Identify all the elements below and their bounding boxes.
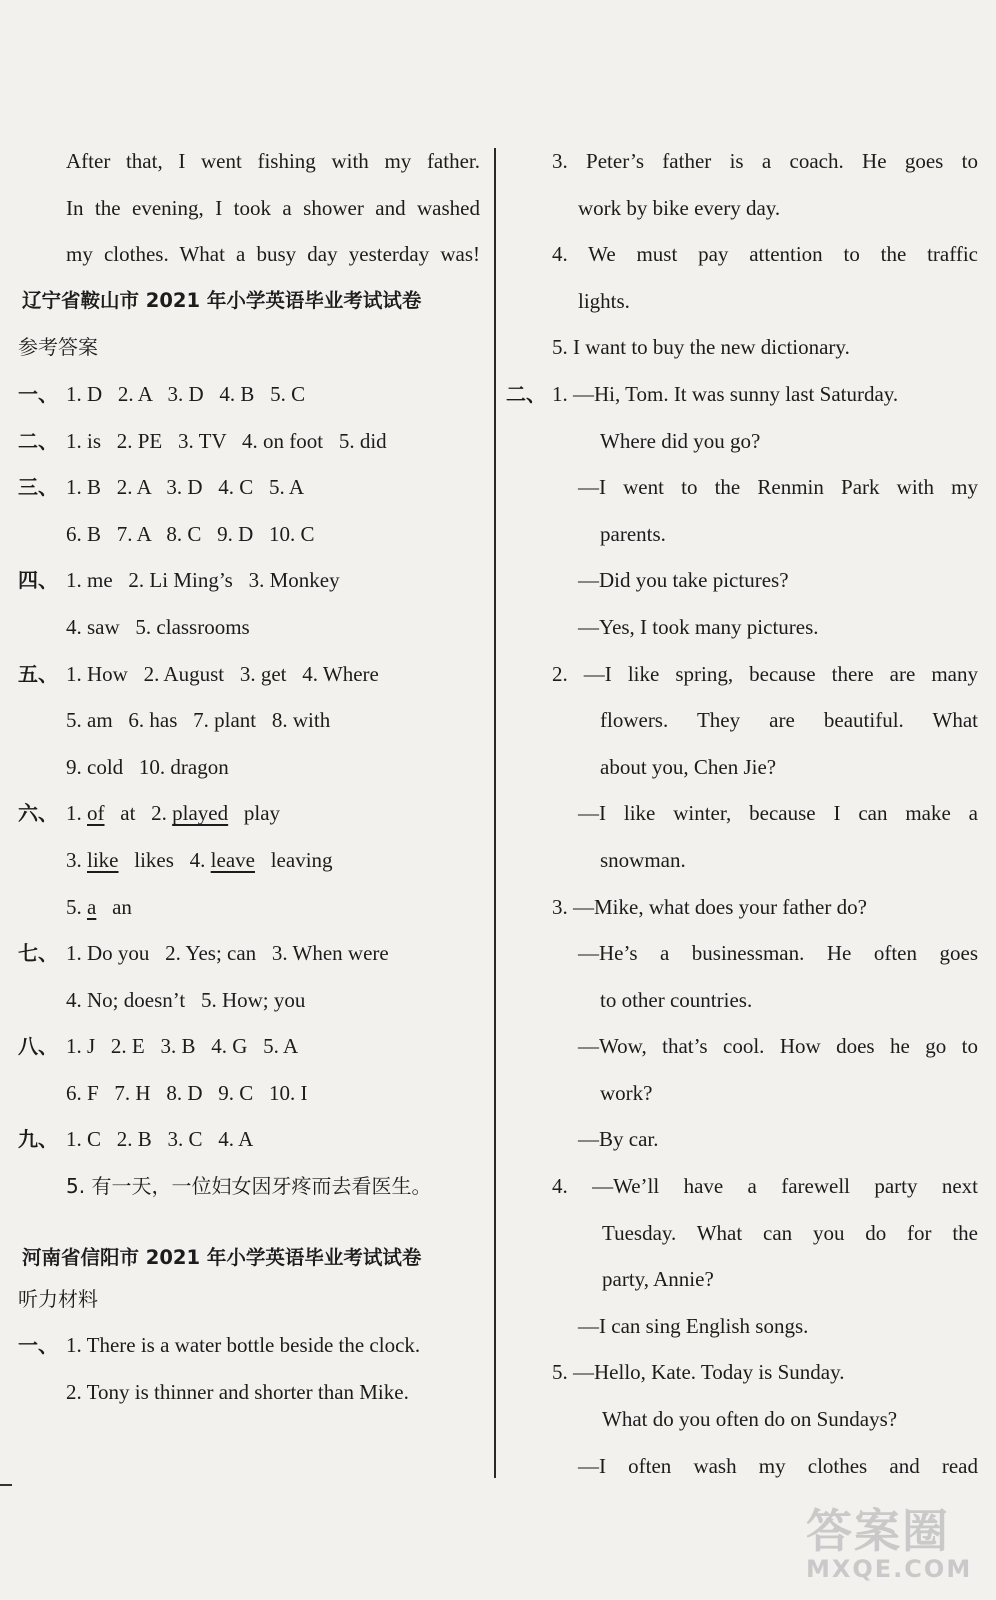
listening-text: 5. —Hello, Kate. Today is Sunday.: [552, 1360, 845, 1385]
answer-row: [18, 884, 480, 931]
paragraph-line: my clothes. What a busy day yesterday was!: [66, 242, 480, 267]
listening-text: about you, Chen Jie?: [600, 754, 777, 779]
listening-text: —By car.: [578, 1127, 659, 1152]
section-number: 五、: [18, 661, 58, 686]
answer-text: 5.: [66, 894, 87, 919]
answer-text: 6. B 7. A 8. C 9. D 10. C: [66, 521, 315, 546]
answer-text: 5. 有一天，一位妇女因牙疼而去看医生。: [66, 1174, 432, 1199]
section-number: 八、: [18, 1034, 58, 1059]
underlined-answer: like: [87, 847, 119, 872]
answer-row: [18, 557, 480, 604]
answer-text: 1. Do you 2. Yes; can 3. When were: [66, 941, 389, 966]
right-column: [506, 138, 978, 1489]
listening-text: —Did you take pictures?: [578, 568, 789, 593]
section-number: 四、: [18, 568, 58, 593]
section-subtitle: 参考答案: [18, 335, 98, 360]
section-spacer: [18, 1210, 480, 1240]
answer-text: 3.: [66, 847, 87, 872]
column-divider: [494, 148, 496, 1478]
answer-text: 1. me 2. Li Ming’s 3. Monkey: [66, 568, 340, 593]
paragraph-line: After that, I went fishing with my father.: [66, 149, 480, 173]
listening-text: Where did you go?: [600, 428, 761, 453]
section-number: 一、: [18, 1333, 58, 1358]
listening-text: 5. I want to buy the new dictionary.: [552, 335, 850, 360]
answer-text: 4. saw 5. classrooms: [66, 614, 250, 639]
listening-text: lights.: [578, 288, 630, 313]
answer-text: likes 4.: [118, 847, 211, 872]
answer-text: 6. F 7. H 8. D 9. C 10. I: [66, 1080, 308, 1105]
answer-row: [18, 651, 480, 698]
section-number: 七、: [18, 941, 58, 966]
listening-text: party, Annie?: [602, 1267, 714, 1292]
watermark-domain: MXQE.COM: [806, 1555, 973, 1583]
listening-text: —Wow, that’s cool. How does he go to: [578, 1034, 978, 1059]
answer-text: 1.: [66, 801, 87, 826]
answer-text: 5. am 6. has 7. plant 8. with: [66, 708, 331, 733]
listening-text: work by bike every day.: [578, 195, 781, 220]
answer-text: play: [228, 801, 281, 826]
listening-text: —I often wash my clothes and read: [578, 1453, 978, 1478]
page-edge-mark: [0, 1484, 12, 1486]
listening-row: [506, 371, 978, 418]
section-number: 三、: [18, 475, 58, 500]
answer-text: 4. No; doesn’t 5. How; you: [66, 987, 306, 1012]
listening-text: 1. —Hi, Tom. It was sunny last Saturday.: [552, 381, 899, 406]
paragraph-line: In the evening, I took a shower and washed: [66, 195, 480, 220]
underlined-answer: leave: [210, 847, 255, 872]
answer-row: [18, 790, 480, 837]
listening-text: 2. —I like spring, because there are many: [552, 661, 978, 686]
answer-text: 1. J 2. E 3. B 4. G 5. A: [66, 1034, 299, 1059]
answer-row: [18, 1116, 480, 1163]
section-title: 辽宁省鞍山市 2021 年小学英语毕业考试试卷: [22, 288, 422, 312]
listening-text: —I like winter, because I can make a: [578, 801, 978, 826]
answer-text: 1. C 2. B 3. C 4. A: [66, 1127, 254, 1152]
section-number: 九、: [18, 1127, 58, 1152]
answer-text: at 2.: [104, 801, 173, 826]
listening-text: 4. —We’ll have a farewell party next: [552, 1174, 978, 1199]
watermark-text: 答案圈: [806, 1504, 950, 1558]
section-number: 二、: [506, 381, 546, 406]
listening-text: —I went to the Renmin Park with my: [578, 475, 978, 500]
answer-text: 1. B 2. A 3. D 4. C 5. A: [66, 475, 305, 500]
listening-text: 3. Peter’s father is a coach. He goes to: [552, 149, 978, 173]
listening-text: to other countries.: [600, 987, 753, 1012]
section-number: 一、: [18, 381, 58, 406]
answer-row: [18, 930, 480, 977]
answer-text: leaving: [254, 847, 333, 872]
answer-row: [18, 464, 480, 511]
answer-row: [18, 837, 480, 884]
listening-text: —Yes, I took many pictures.: [578, 614, 819, 639]
listening-text: flowers. They are beautiful. What: [600, 708, 978, 733]
listening-text: 4. We must pay attention to the traffic: [552, 242, 978, 267]
listening-text: —He’s a businessman. He often goes: [578, 941, 978, 966]
answer-text: 1. is 2. PE 3. TV 4. on foot 5. did: [66, 428, 387, 453]
left-column: [18, 138, 480, 1415]
answer-text: 1. How 2. August 3. get 4. Where: [66, 661, 379, 686]
listening-text: work?: [600, 1080, 653, 1105]
listening-text: parents.: [600, 521, 666, 546]
section-number: 六、: [18, 801, 58, 826]
section-number: 二、: [18, 428, 58, 453]
listening-text: 2. Tony is thinner and shorter than Mike.: [66, 1379, 409, 1404]
underlined-answer: a: [87, 894, 97, 919]
section-title: 河南省信阳市 2021 年小学英语毕业考试试卷: [22, 1245, 422, 1269]
watermark-logo: [806, 1506, 976, 1586]
answer-row: [18, 418, 480, 465]
underlined-answer: of: [87, 801, 105, 826]
answer-row: [18, 1023, 480, 1070]
answer-text: 9. cold 10. dragon: [66, 754, 229, 779]
listening-text: snowman.: [600, 847, 686, 872]
listening-text: 1. There is a water bottle beside the clock.: [66, 1333, 421, 1358]
underlined-answer: played: [172, 801, 229, 826]
listening-text: 3. —Mike, what does your father do?: [552, 894, 867, 919]
answer-text: an: [96, 894, 132, 919]
section-subtitle: 听力材料: [18, 1286, 98, 1311]
listening-text: Tuesday. What can you do for the: [602, 1220, 978, 1245]
listening-text: —I can sing English songs.: [578, 1313, 809, 1338]
answer-row: [18, 371, 480, 418]
answer-row: [18, 1322, 480, 1369]
answer-text: 1. D 2. A 3. D 4. B 5. C: [66, 381, 306, 406]
listening-text: What do you often do on Sundays?: [602, 1407, 898, 1432]
